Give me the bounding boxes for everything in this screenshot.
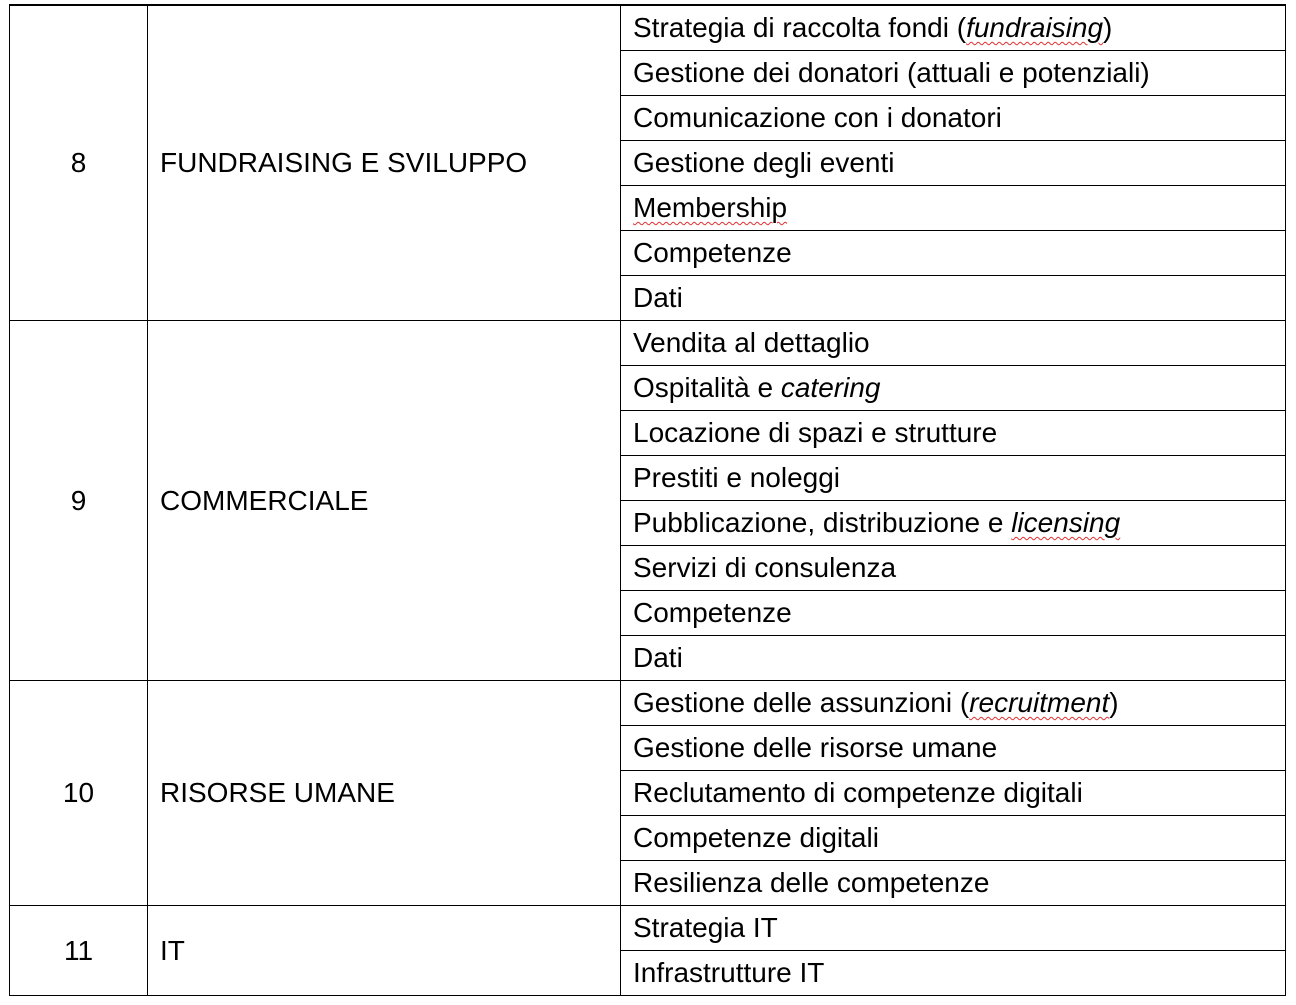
table-body xyxy=(10,5,1286,996)
item-text-suffix: ) xyxy=(1103,12,1113,43)
section-item xyxy=(621,591,1286,636)
item-text: Competenze digitali xyxy=(633,822,879,853)
item-text: Gestione degli eventi xyxy=(633,147,895,178)
item-text: Pubblicazione, distribuzione e xyxy=(633,507,1012,538)
section-item xyxy=(621,141,1286,186)
item-text: Strategia IT xyxy=(633,912,778,943)
section-item xyxy=(621,906,1286,951)
item-text: Dati xyxy=(633,282,683,313)
item-text: Competenze xyxy=(633,237,792,268)
section-item xyxy=(621,456,1286,501)
item-text: Dati xyxy=(633,642,683,673)
section-item xyxy=(621,816,1286,861)
section-item xyxy=(621,6,1286,51)
section-item xyxy=(621,231,1286,276)
item-text: Locazione di spazi e strutture xyxy=(633,417,998,448)
table-row xyxy=(10,906,1286,951)
table-row xyxy=(10,321,1286,366)
section-item xyxy=(621,96,1286,141)
section-item xyxy=(621,681,1286,726)
item-text: Gestione dei donatori (attuali e potenziali) xyxy=(633,57,1150,88)
section-item xyxy=(621,771,1286,816)
section-item xyxy=(621,51,1286,96)
table-row xyxy=(10,681,1286,726)
item-text: Resilienza delle competenze xyxy=(633,867,990,898)
section-number: 10 xyxy=(10,681,148,906)
item-text: Infrastrutture IT xyxy=(633,957,825,988)
section-number: 11 xyxy=(10,906,148,996)
item-text: Competenze xyxy=(633,597,792,628)
section-area: RISORSE UMANE xyxy=(148,681,621,906)
item-text: Comunicazione con i donatori xyxy=(633,102,1002,133)
section-item xyxy=(621,861,1286,906)
section-item xyxy=(621,276,1286,321)
section-item xyxy=(621,501,1286,546)
section-item xyxy=(621,726,1286,771)
section-area: FUNDRAISING E SVILUPPO xyxy=(148,6,621,321)
section-item xyxy=(621,366,1286,411)
item-emphasis: catering xyxy=(780,372,881,403)
item-text: Strategia di raccolta fondi ( xyxy=(633,12,967,43)
item-emphasis: fundraising xyxy=(966,12,1104,43)
item-emphasis: licensing xyxy=(1011,507,1121,538)
item-text: Vendita al dettaglio xyxy=(633,327,870,358)
section-area: COMMERCIALE xyxy=(148,321,621,681)
item-text: Prestiti e noleggi xyxy=(633,462,841,493)
item-text: Gestione delle assunzioni ( xyxy=(633,687,970,718)
item-text: Gestione delle risorse umane xyxy=(633,732,998,763)
item-text: Ospitalità e xyxy=(633,372,781,403)
section-number: 8 xyxy=(10,6,148,321)
table-row xyxy=(10,6,1286,51)
item-text: Reclutamento di competenze digitali xyxy=(633,777,1083,808)
item-text-suffix: ) xyxy=(1109,687,1119,718)
item-emphasis: recruitment xyxy=(969,687,1110,718)
section-item xyxy=(621,321,1286,366)
areas-table xyxy=(9,4,1286,996)
section-item xyxy=(621,411,1286,456)
section-item xyxy=(621,636,1286,681)
section-item xyxy=(621,951,1286,996)
item-text: Servizi di consulenza xyxy=(633,552,897,583)
item-text: Membership xyxy=(633,192,788,223)
section-item xyxy=(621,546,1286,591)
section-number: 9 xyxy=(10,321,148,681)
section-area: IT xyxy=(148,906,621,996)
section-item xyxy=(621,186,1286,231)
